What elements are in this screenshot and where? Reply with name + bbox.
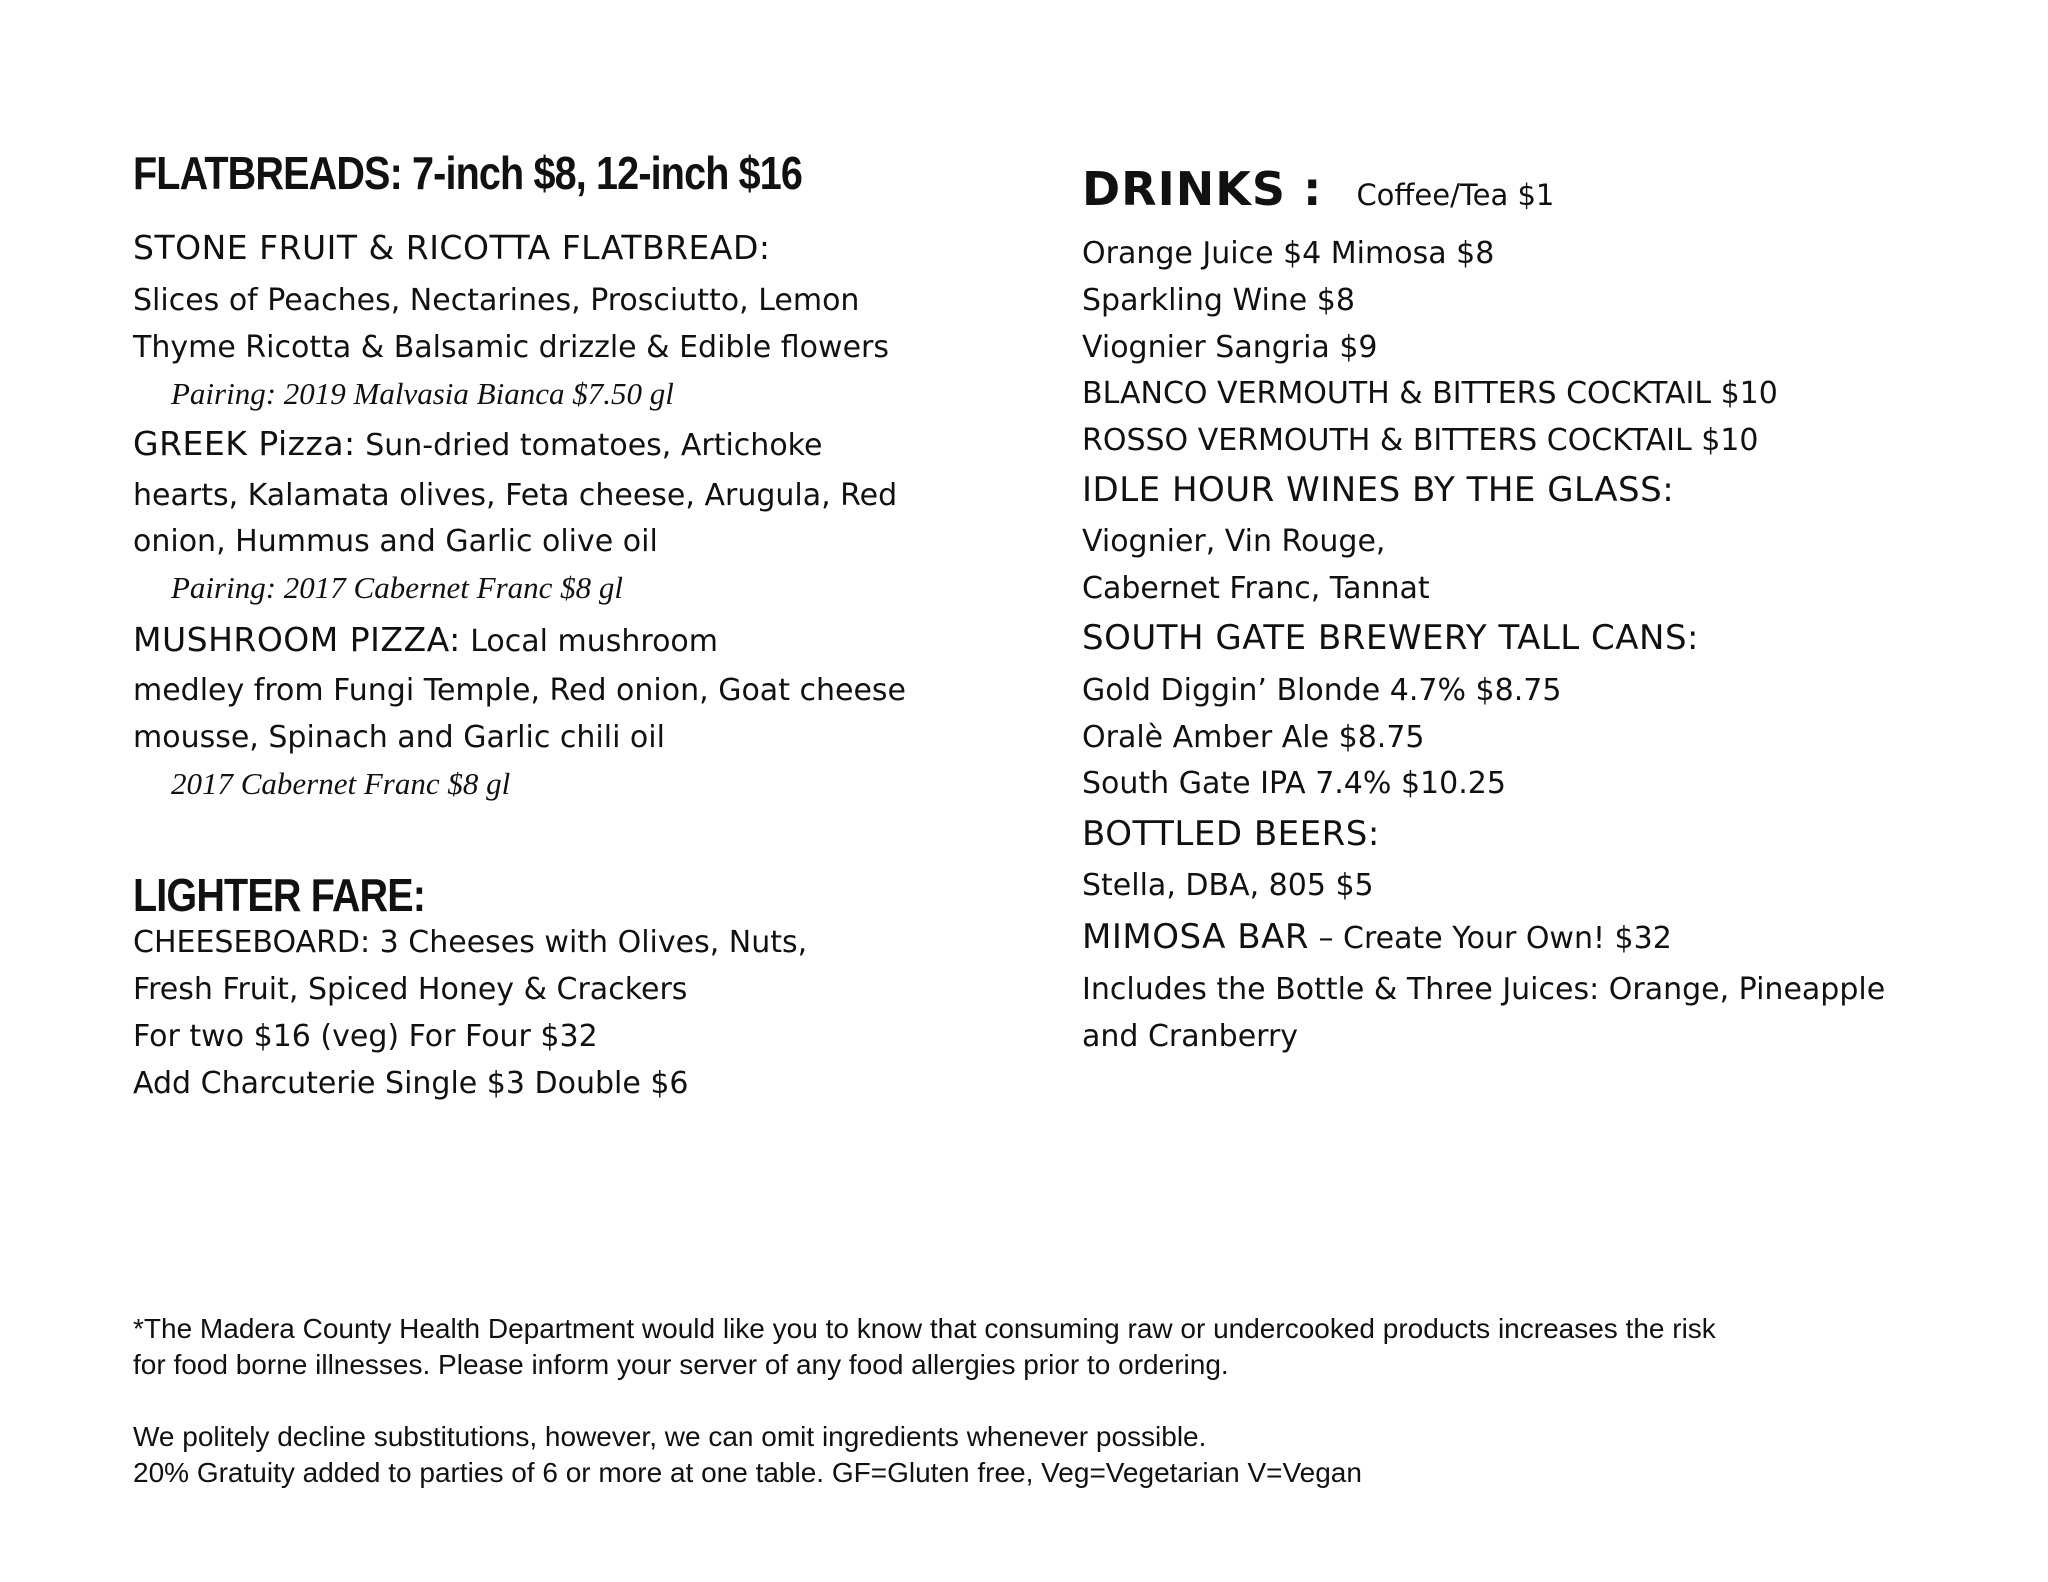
rosso-vermouth: ROSSO VERMOUTH & BITTERS COCKTAIL $10 xyxy=(1082,423,1759,458)
mimosa-bar-juices: and Cranberry xyxy=(1082,1019,1299,1054)
stone-fruit-desc-1: Slices of Peaches, Nectarines, Prosciutto, Lemon xyxy=(133,283,860,318)
stone-fruit-title: STONE FRUIT & RICOTTA FLATBREAD: xyxy=(133,228,771,267)
health-notice-line-1: *The Madera County Health Department would like you to know that consuming raw or undercooked products increases the risk xyxy=(133,1313,1716,1344)
south-gate-ipa: South Gate IPA 7.4% $10.25 xyxy=(1082,766,1506,801)
stone-fruit-pairing: Pairing: 2019 Malvasia Bianca $7.50 gl xyxy=(171,376,674,411)
drinks-heading-line xyxy=(1082,162,1554,216)
blanco-vermouth: BLANCO VERMOUTH & BITTERS COCKTAIL $10 xyxy=(1082,376,1778,411)
gold-diggin-blonde: Gold Diggin’ Blonde 4.7% $8.75 xyxy=(1082,673,1562,708)
lighter-fare-heading: LIGHTER FARE: xyxy=(133,869,426,921)
orange-juice-mimosa: Orange Juice $4 Mimosa $8 xyxy=(1082,236,1495,271)
mimosa-bar-line xyxy=(1082,919,1672,957)
cheeseboard-line-2: Fresh Fruit, Spiced Honey & Crackers xyxy=(133,972,688,1007)
wines-line-2: Cabernet Franc, Tannat xyxy=(1082,571,1430,606)
substitutions-notice: We politely decline substitutions, however, we can omit ingredients whenever possible. xyxy=(133,1421,1207,1452)
tall-cans-heading: SOUTH GATE BREWERY TALL CANS: xyxy=(1082,618,1700,658)
cheeseboard-price: For two $16 (veg) For Four $32 xyxy=(133,1019,598,1054)
coffee-tea: Coffee/Tea $1 xyxy=(1356,178,1555,212)
charcuterie-addon: Add Charcuterie Single $3 Double $6 xyxy=(133,1066,689,1101)
greek-pizza-pairing: Pairing: 2017 Cabernet Franc $8 gl xyxy=(171,570,624,605)
mushroom-pizza-pairing: 2017 Cabernet Franc $8 gl xyxy=(171,766,511,801)
mushroom-pizza-title: MUSHROOM PIZZA: xyxy=(133,620,461,659)
mushroom-pizza-desc-2: medley from Fungi Temple, Red onion, Goat cheese xyxy=(133,673,906,708)
gratuity-notice: 20% Gratuity added to parties of 6 or more at one table. GF=Gluten free, Veg=Vegetarian V=Vegan xyxy=(133,1457,1362,1488)
mushroom-pizza-line-1 xyxy=(133,622,718,660)
cheeseboard-line-1: CHEESEBOARD: 3 Cheeses with Olives, Nuts, xyxy=(133,925,808,960)
mushroom-pizza-desc-3: mousse, Spinach and Garlic chili oil xyxy=(133,720,665,755)
viognier-sangria: Viognier Sangria $9 xyxy=(1082,330,1378,365)
wines-heading: IDLE HOUR WINES BY THE GLASS: xyxy=(1082,470,1675,510)
greek-pizza-desc-2: hearts, Kalamata olives, Feta cheese, Arugula, Red xyxy=(133,478,898,513)
flatbreads-heading: FLATBREADS: 7-inch $8, 12-inch $16 xyxy=(133,147,803,199)
wines-line-1: Viognier, Vin Rouge, xyxy=(1082,524,1386,559)
mimosa-bar-includes: Includes the Bottle & Three Juices: Orange, Pineapple xyxy=(1082,972,1886,1007)
mimosa-bar-heading: MIMOSA BAR xyxy=(1082,917,1309,957)
greek-pizza-desc-3: onion, Hummus and Garlic olive oil xyxy=(133,524,658,559)
greek-pizza-desc-1: Sun-dried tomatoes, Artichoke xyxy=(355,428,823,463)
mimosa-bar-desc: – Create Your Own! $32 xyxy=(1308,921,1672,956)
stone-fruit-desc-2: Thyme Ricotta & Balsamic drizzle & Edible flowers xyxy=(133,330,889,365)
drinks-heading: DRINKS : xyxy=(1082,162,1323,216)
bottled-beers-heading: BOTTLED BEERS: xyxy=(1082,814,1380,854)
greek-pizza-title: GREEK Pizza: xyxy=(133,424,356,463)
greek-pizza-line-1 xyxy=(133,426,822,464)
bottled-beers-line: Stella, DBA, 805 $5 xyxy=(1082,868,1374,903)
mushroom-pizza-desc-1: Local mushroom xyxy=(460,624,719,659)
sparkling-wine: Sparkling Wine $8 xyxy=(1082,283,1355,318)
orale-amber-ale: Oralè Amber Ale $8.75 xyxy=(1082,720,1425,755)
health-notice-line-2: for food borne illnesses. Please inform your server of any food allergies prior to ordering. xyxy=(133,1349,1229,1380)
